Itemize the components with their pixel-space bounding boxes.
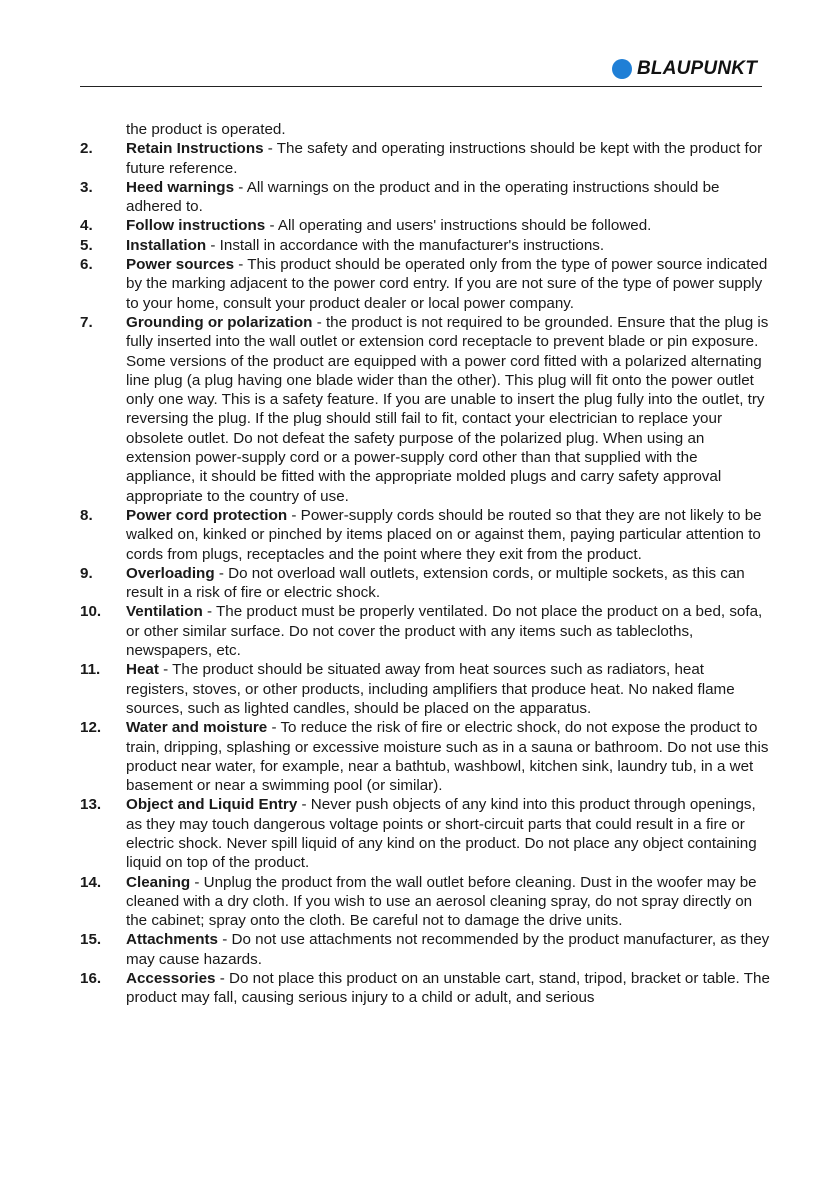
- item-text: - The safety and operating instructions should be kept with the product for future reference.: [126, 140, 763, 177]
- brand-logo: [612, 58, 757, 80]
- item-number: 14.: [80, 873, 102, 891]
- item-number: 10.: [80, 603, 102, 621]
- list-item: [80, 216, 770, 235]
- brand-dot-icon: [612, 59, 632, 79]
- item-number: 8.: [80, 506, 93, 524]
- item-term: Installation: [126, 236, 207, 254]
- item-number: 6.: [80, 256, 93, 274]
- item-body: [126, 255, 770, 313]
- item-text: - Do not place this product on an unstable cart, stand, tripod, bracket or table. The product may fall, causing serious injury to a child or adult, and serious: [126, 970, 770, 1007]
- item-number: 4.: [80, 217, 93, 235]
- item-text: - Do not use attachments not recommended by the product manufacturer, as they may cause hazards.: [126, 931, 770, 968]
- item-text: - Power-supply cords should be routed so that they are not likely to be walked on, kinked or pinched by items placed on or against them, paying particular attention to cords from plugs, receptacles and the point where they exit from the product.: [126, 506, 762, 563]
- item-body: [126, 216, 770, 235]
- list-item: [80, 602, 770, 660]
- item-body: [126, 506, 770, 564]
- item-number: 12.: [80, 719, 102, 737]
- continuation-text: the product is operated.: [126, 121, 286, 138]
- item-term: Retain Instructions: [126, 140, 264, 158]
- numbered-items: [80, 139, 770, 1007]
- item-body: [126, 718, 770, 795]
- item-number: 3.: [80, 178, 93, 196]
- item-term: Attachments: [126, 931, 218, 949]
- list-item: [80, 660, 770, 718]
- item-number: 7.: [80, 313, 93, 331]
- list-item: [80, 313, 770, 506]
- item-term: Accessories: [126, 970, 216, 988]
- item-body: [126, 930, 770, 969]
- list-item: [80, 930, 770, 969]
- item-body: [126, 602, 770, 660]
- item-body: [126, 178, 770, 217]
- item-body: [126, 564, 770, 603]
- item-term: Overloading: [126, 564, 215, 582]
- list-item: [80, 236, 770, 255]
- instructions-list: [80, 120, 770, 1008]
- item-text: - All operating and users' instructions should be followed.: [265, 217, 652, 235]
- item-text: - the product is not required to be grounded. Ensure that the plug is fully inserted into the wall outlet or extension cord receptacle to prevent blade or pin exposure. Some versions of the product are equipped with a power cord fitted with a polarized alternating line plug (a plug having one blade wider than the other). This plug will fit onto the power outlet only one way. This is a safety feature. If you are unable to insert the plug fully into the outlet, try reversing the plug. If the plug should still fail to fit, contact your electrician to replace your obsolete outlet. Do not defeat the safety purpose of the polarized plug. When using an extension power-supply cord or a power-supply cord other than that supplied with the appliance, it should be fitted with the appropriate molded plugs and carry safety approval appropriate to the country of use.: [126, 313, 769, 505]
- brand-name: BLAUPUNKT: [636, 58, 757, 79]
- item-number: 16.: [80, 970, 102, 988]
- item-term: Cleaning: [126, 873, 191, 891]
- item-number: 15.: [80, 931, 102, 949]
- item-number: 9.: [80, 564, 93, 582]
- item-number: 11.: [80, 661, 101, 679]
- list-item: [80, 873, 770, 931]
- item-body: [126, 795, 770, 872]
- item-text: - All warnings on the product and in the operating instructions should be adhered to.: [126, 178, 720, 216]
- item-term: Ventilation: [126, 603, 203, 621]
- item-term: Object and Liquid Entry: [126, 796, 298, 814]
- list-item: [80, 969, 770, 1008]
- item-body: [126, 969, 770, 1008]
- list-item: [80, 139, 770, 178]
- item-text: - Unplug the product from the wall outlet before cleaning. Dust in the woofer may be cleaned with a dry cloth. If you wish to use an aerosol cleaning spray, do not spray directly on the cabinet; spray onto the cloth. Be careful not to damage the drive units.: [126, 873, 757, 930]
- list-item: [80, 795, 770, 872]
- item-text: - The product must be properly ventilated. Do not place the product on a bed, sofa, or other similar surface. Do not cover the product with any items such as tablecloths, newspapers, etc.: [126, 603, 763, 660]
- list-item: [80, 718, 770, 795]
- item-body: [126, 236, 770, 255]
- item-term: Follow instructions: [126, 217, 266, 235]
- item-number: 13.: [80, 796, 102, 814]
- item-number: 2.: [80, 140, 93, 158]
- list-item: [80, 564, 770, 603]
- item-term: Power sources: [126, 256, 235, 274]
- list-item: [80, 255, 770, 313]
- header-divider: [80, 86, 762, 87]
- item-term: Power cord protection: [126, 506, 288, 524]
- item-number: 5.: [80, 236, 93, 254]
- item-text: - This product should be operated only from the type of power source indicated by the marking adjacent to the power cord entry. If you are not sure of the type of power supply to your home, consult your product dealer or local power company.: [126, 256, 768, 312]
- item-term: Heat: [126, 661, 159, 679]
- item-text: - Do not overload wall outlets, extension cords, or multiple sockets, as this can result in a risk of fire or electric shock.: [126, 564, 745, 602]
- list-item: [80, 178, 770, 217]
- item-term: Grounding or polarization: [126, 313, 313, 331]
- list-item: [80, 506, 770, 564]
- item-text: - Install in accordance with the manufacturer's instructions.: [206, 236, 605, 254]
- item-text: - The product should be situated away from heat sources such as radiators, heat registers, stoves, or other products, including amplifiers that produce heat. No naked flame sources, such as lighted candles, should be placed on the apparatus.: [126, 661, 735, 717]
- item-body: [126, 873, 770, 931]
- item-term: Heed warnings: [126, 178, 235, 196]
- item-body: [126, 313, 770, 506]
- item-text: - Never push objects of any kind into this product through openings, as they may touch dangerous voltage points or short-circuit parts that could result in a fire or electric shock. Never spill liquid of any kind on the product. Do not place any object containing liquid on top of the product.: [126, 796, 757, 872]
- item-text: - To reduce the risk of fire or electric shock, do not expose the product to train, dripping, splashing or excessive moisture such as in a sauna or bathroom. Do not use this product near water, for example, near a bathtub, washbowl, kitchen sink, laundry tub, in a wet basement or near a swimming pool (or similar).: [126, 719, 769, 795]
- item-body: [126, 660, 770, 718]
- item-body: [126, 139, 770, 178]
- item-term: Water and moisture: [126, 719, 268, 737]
